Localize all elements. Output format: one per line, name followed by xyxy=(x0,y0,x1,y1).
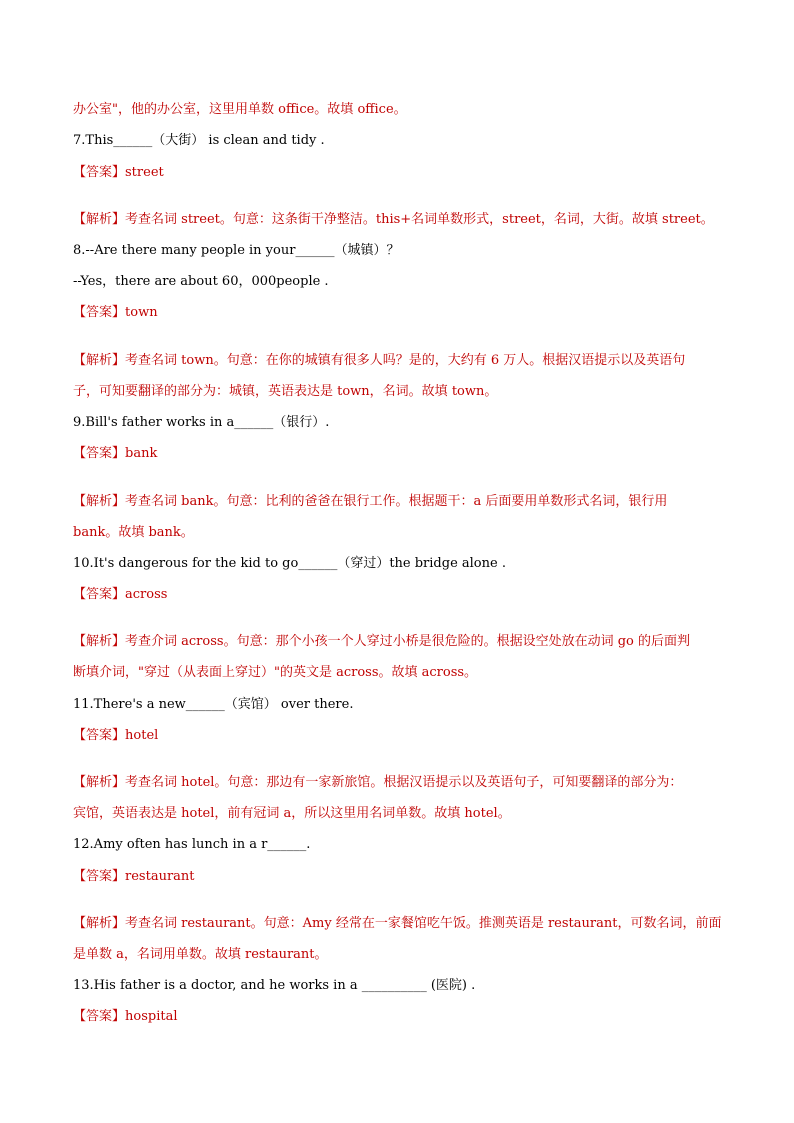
answer-text: hotel xyxy=(125,728,159,743)
answer-10 xyxy=(73,587,734,603)
answer-text: street xyxy=(125,165,164,180)
answer-13 xyxy=(73,1009,734,1025)
explanation-text: 考查名词 town。句意：在你的城镇有很多人吗？是的，大约有 6 万人。根据汉语提示以及英语句 xyxy=(125,353,686,368)
answer-text: town xyxy=(125,305,158,320)
explanation-10 xyxy=(73,634,734,650)
answer-label: 【答案】 xyxy=(73,165,126,180)
question-9: 9.Bill's father works in a______（银行）. xyxy=(73,415,330,430)
answer-label: 【答案】 xyxy=(73,446,126,461)
answer-text: bank xyxy=(125,446,158,461)
answer-text: across xyxy=(125,587,168,602)
explanation-8 xyxy=(73,353,734,369)
explanation-9 xyxy=(73,494,734,510)
answer-7 xyxy=(73,165,734,181)
explanation-text: 考查名词 hotel。句意：那边有一家新旅馆。根据汉语提示以及英语句子，可知要翻译的部分为： xyxy=(125,775,683,790)
explanation-text: 考查介词 across。句意：那个小孩一个人穿过小桥是很危险的。根据设空处放在动词 go 的后面判 xyxy=(125,634,690,649)
explanation-label: 【解析】 xyxy=(73,212,126,227)
answer-label: 【答案】 xyxy=(73,587,126,602)
question-12: 12.Amy often has lunch in a r______. xyxy=(73,837,311,852)
answer-label: 【答案】 xyxy=(73,305,126,320)
explanation-7 xyxy=(73,212,734,228)
answer-label: 【答案】 xyxy=(73,1009,126,1024)
explanation-text: 考查名词 street。句意：这条街干净整洁。this+名词单数形式，street，名词，大街。故填 street。 xyxy=(125,212,714,227)
question-11: 11.There's a new______（宾馆） over there. xyxy=(73,697,354,712)
explanation-10-line-2: 断填介词，"穿过（从表面上穿过）"的英文是 across。故填 across。 xyxy=(73,665,478,680)
explanation-label: 【解析】 xyxy=(73,775,126,790)
question-8: 8.--Are there many people in your______（城镇）？ xyxy=(73,243,400,258)
explanation-12 xyxy=(73,916,734,932)
answer-text: restaurant xyxy=(125,869,195,884)
answer-9 xyxy=(73,446,734,462)
explanation-8-line-2: 子，可知要翻译的部分为：城镇，英语表达是 town，名词。故填 town。 xyxy=(73,384,498,399)
question-13: 13.His father is a doctor, and he works in a __________ (医院) . xyxy=(73,978,476,993)
answer-12 xyxy=(73,869,734,885)
explanation-text: 考查名词 bank。句意：比利的爸爸在银行工作。根据题干：a 后面要用单数形式名词，银行用 xyxy=(125,494,668,509)
answer-label: 【答案】 xyxy=(73,869,126,884)
answer-text: hospital xyxy=(125,1009,178,1024)
question-8-line-2: --Yes，there are about 60，000people . xyxy=(73,274,329,289)
explanation-9-line-2: bank。故填 bank。 xyxy=(73,525,194,540)
question-7: 7.This______（大街） is clean and tidy . xyxy=(73,133,325,148)
explanation-12-line-2: 是单数 a，名词用单数。故填 restaurant。 xyxy=(73,947,328,962)
explanation-11-line-2: 宾馆，英语表达是 hotel，前有冠词 a，所以这里用名词单数。故填 hotel。 xyxy=(73,806,511,821)
answer-11 xyxy=(73,728,734,744)
explanation-label: 【解析】 xyxy=(73,353,126,368)
answer-label: 【答案】 xyxy=(73,728,126,743)
answer-8 xyxy=(73,305,734,321)
explanation-11 xyxy=(73,775,734,791)
explanation-text: 考查名词 restaurant。句意：Amy 经常在一家餐馆吃午饭。推测英语是 restaurant，可数名词，前面 xyxy=(125,916,722,931)
explanation-label: 【解析】 xyxy=(73,916,126,931)
question-10: 10.It's dangerous for the kid to go______（穿过）the bridge alone . xyxy=(73,556,506,571)
explanation-label: 【解析】 xyxy=(73,494,126,509)
explanation-line: 办公室"，他的办公室，这里用单数 office。故填 office。 xyxy=(73,102,407,117)
explanation-label: 【解析】 xyxy=(73,634,126,649)
